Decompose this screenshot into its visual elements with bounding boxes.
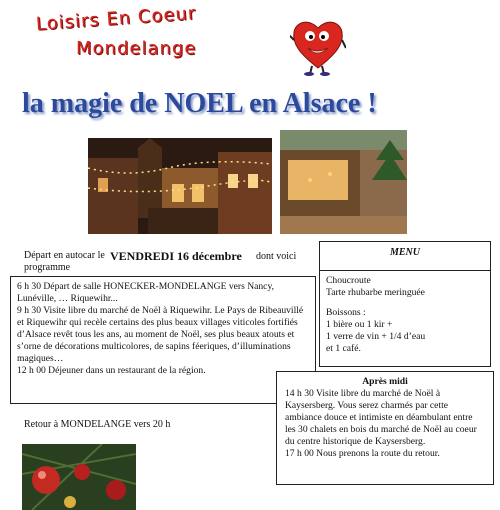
afternoon-line: 17 h 00 Nous prenons la route du retour. [285,448,440,459]
menu-title: MENU [320,242,490,271]
drinks-label: Boissons : [326,307,366,318]
drink-item: et 1 café. [326,343,361,354]
afternoon-title: Après midi [362,376,408,387]
departure-label: Départ en autocar le programme [24,250,105,273]
logo-text-line2: Mondelange [76,38,197,59]
photo-riquewihr-street [88,138,272,234]
departure-date: VENDREDI 16 décembre [110,249,242,263]
menu-item: Tarte rhubarbe meringuée [326,287,425,298]
programme-line: 6 h 30 Départ de salle HONECKER-MONDELANGE vers Nancy, Lunéville, … Riquewihr... [17,281,275,304]
photo-christmas-market [280,130,407,234]
drink-item: 1 verre de vin + 1/4 d’eau [326,331,426,342]
page-title: la magie de NOEL en Alsace ! [22,88,377,119]
logo-text-line1: Loisirs En Coeur [35,2,197,35]
programme-line: 9 h 30 Visite libre du marché de Noël à Riquewihr. Le Pays de Ribeauvillé et Riquewihr qui recèle certains des plus beaux villages viticoles fortifiés d’Alsace revêt tous les ans, au moment de Noël, ses plus beaux atouts et s’orne de décorations multicolores, de sapins féeriques, d’illuminations magiques… [17,305,304,364]
afternoon-line: 14 h 30 Visite libre du marché de Noël à Kaysersberg. Vous serez charmés par cette ambiance douce et intimiste en déambulant entre les 30 chalets en bois du marché de Noël au coeur du centre historique de Kaysersberg. [285,388,477,447]
drink-item: 1 bière ou 1 kir + [326,319,393,330]
programme-box [10,276,316,404]
return-text: Retour à MONDELANGE vers 20 h [24,419,171,430]
menu-item: Choucroute [326,275,371,286]
afternoon-box [276,371,494,485]
menu-body [326,275,486,355]
menu-box [319,241,491,367]
heart-mascot-icon [290,14,346,76]
departure-suffix: dont voici [256,251,297,262]
programme-line: 12 h 00 Déjeuner dans un restaurant de la région. [17,365,206,376]
photo-christmas-ornaments [22,444,136,510]
